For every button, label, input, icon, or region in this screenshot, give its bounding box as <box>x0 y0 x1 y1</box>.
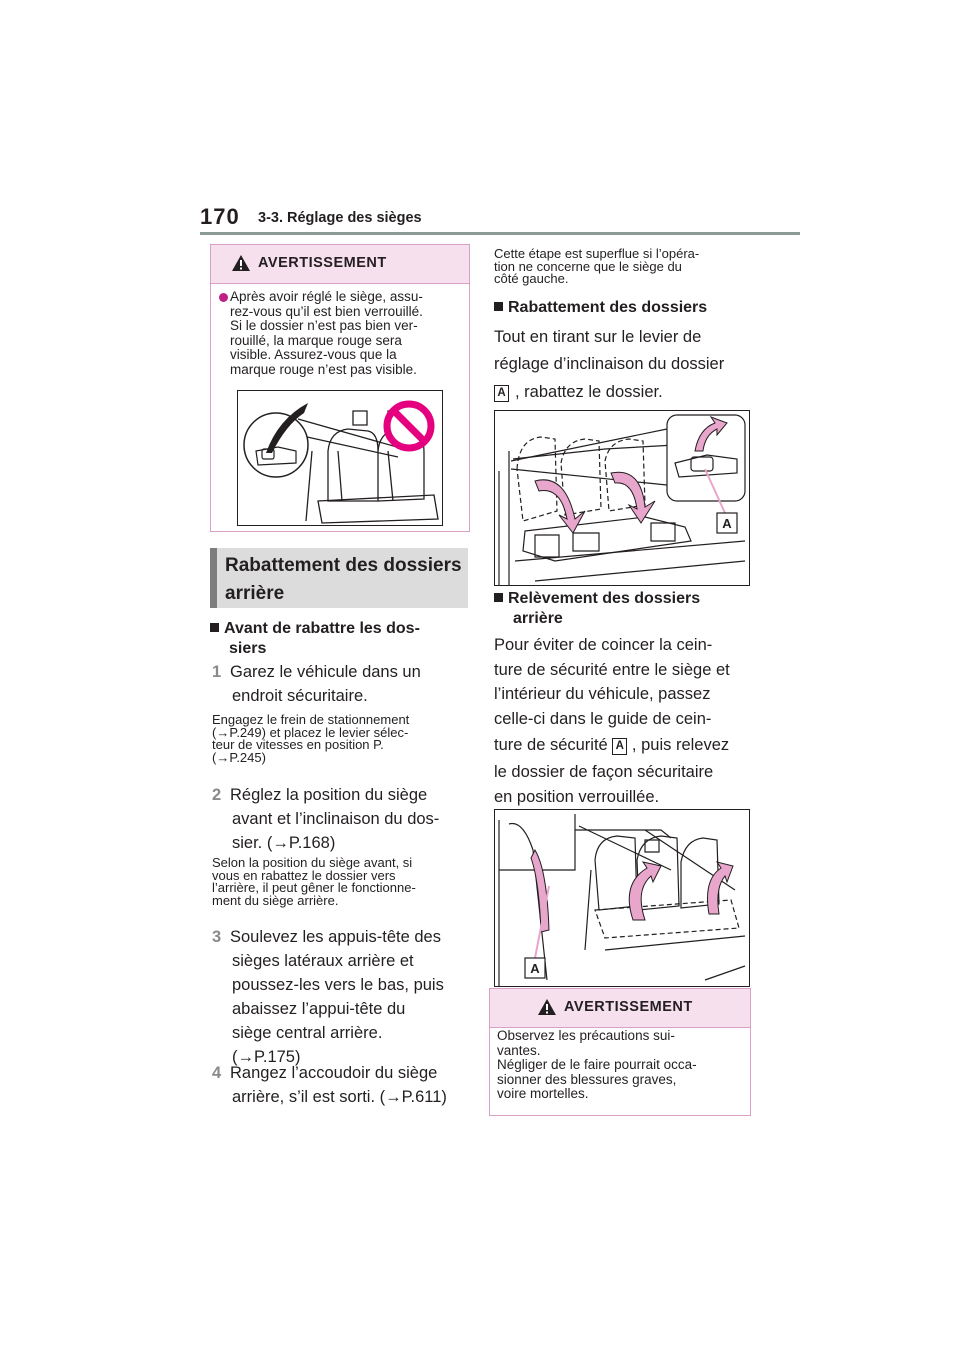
note-line: (→P.249) et placez le levier sélec- <box>212 724 409 740</box>
section-heading-line: Rabattement des dossiers <box>225 555 462 576</box>
raise-instructions <box>494 633 756 809</box>
step-line: endroit sécuritaire. <box>232 687 368 705</box>
section-heading <box>210 548 468 608</box>
warning-line: vantes. <box>497 1042 541 1058</box>
note-line: teur de vitesses en position P. <box>212 737 384 752</box>
step-line: Garez le véhicule dans un <box>230 663 421 681</box>
step-line: Rangez l’accoudoir du siège <box>230 1064 438 1082</box>
note-2 <box>212 857 474 907</box>
subheading-text: Rabattement des dossiers <box>508 299 708 316</box>
step-line: poussez-les vers le bas, puis <box>232 976 444 994</box>
note-line: Selon la position du siège avant, si <box>212 855 413 870</box>
warning-text <box>219 290 467 377</box>
warning-line: voire mortelles. <box>497 1086 589 1101</box>
body-line: , rabattez le dossier. <box>515 383 663 401</box>
body-line: le dossier de façon sécuritaire <box>494 763 714 781</box>
body-line: Tout en tirant sur le levier de <box>494 328 702 346</box>
warning-line: Si le dossier n’est pas bien ver- <box>230 318 418 333</box>
body-line: l’intérieur du véhicule, passez <box>494 685 711 703</box>
warning-line: marque rouge n’est pas visible. <box>230 361 417 377</box>
label-a-box: A <box>612 738 627 755</box>
warning-line: rouillé, la marque rouge sera <box>230 332 402 348</box>
square-bullet-icon <box>210 623 219 632</box>
note-line: (→P.245) <box>212 749 266 765</box>
warning-text <box>497 1029 747 1102</box>
body-line: Pour éviter de coincer la cein- <box>494 636 713 654</box>
warning-box-top <box>210 244 470 532</box>
step-line: siège central arrière. <box>232 1024 383 1042</box>
step-line: avant et l’inclinaison du dos- <box>232 810 440 828</box>
subheading-line: siers <box>229 640 267 657</box>
warning-header <box>211 245 469 284</box>
note-top-right <box>494 248 756 286</box>
step-number: 3 <box>212 928 222 946</box>
subheading-folding <box>494 298 756 318</box>
warning-line: sionner des blessures graves, <box>497 1071 677 1087</box>
warning-triangle-icon <box>537 998 557 1016</box>
subheading-line: Relèvement des dossiers <box>508 590 701 607</box>
step-line: (→P.175) <box>232 1048 301 1066</box>
body-line: ture de sécurité <box>494 736 608 754</box>
label-a-box: A <box>494 385 509 402</box>
fold-instructions <box>494 324 756 406</box>
note-line: ment du siège arrière. <box>212 892 339 908</box>
step-3 <box>212 925 474 1069</box>
square-bullet-icon <box>494 593 503 602</box>
body-line: réglage d’inclinaison du dossier <box>494 355 725 373</box>
step-number: 4 <box>212 1064 222 1082</box>
note-line: l’arrière, il peut gêner le fonctionne- <box>212 880 416 895</box>
warning-title: AVERTISSEMENT <box>258 255 387 271</box>
bullet-icon <box>219 293 228 302</box>
step-line: Soulevez les appuis-tête des <box>230 928 441 946</box>
step-line: Réglez la position du siège <box>230 786 428 804</box>
section-heading-line: arrière <box>225 583 285 604</box>
warning-title: AVERTISSEMENT <box>564 999 693 1015</box>
step-line: sièges latéraux arrière et <box>232 952 414 970</box>
warning-header <box>490 989 750 1028</box>
note-line: Cette étape est superflue si l’opéra- <box>494 246 700 261</box>
body-line: ture de sécurité entre le siège et <box>494 660 730 679</box>
note-line: vous en rabattez le dossier vers <box>212 867 396 883</box>
seat-lock-illustration <box>237 390 443 526</box>
callout-a-label: A <box>722 516 732 531</box>
subheading-line: Avant de rabattre les dos- <box>224 620 420 637</box>
subheading-line: arrière <box>513 610 563 627</box>
step-line: sier. (→P.168) <box>232 834 336 852</box>
body-line: celle-ci dans le guide de cein- <box>494 709 712 728</box>
warning-line: rez-vous qu’il est bien verrouillé. <box>230 303 423 319</box>
folding-seatback-illustration <box>494 410 750 586</box>
step-line: abaissez l’appui-tête du <box>232 1000 406 1018</box>
warning-triangle-icon <box>231 254 251 272</box>
note-line: Engagez le frein de stationnement <box>212 712 410 727</box>
warning-line: Négliger de le faire pourrait occa- <box>497 1057 697 1072</box>
subheading-raising <box>494 589 756 629</box>
step-2 <box>212 783 474 855</box>
subheading-before-folding <box>210 619 470 659</box>
note-line: côté gauche. <box>494 271 569 286</box>
callout-a-label: A <box>530 961 540 976</box>
header-rule <box>200 232 800 235</box>
note-line: tion ne concerne que le siège du <box>494 258 682 274</box>
step-4 <box>212 1061 474 1109</box>
square-bullet-icon <box>494 302 503 311</box>
body-line: , puis relevez <box>631 736 730 754</box>
step-number: 1 <box>212 663 222 681</box>
step-number: 2 <box>212 786 222 804</box>
raising-seatback-illustration <box>494 809 750 987</box>
warning-line: Observez les précautions sui- <box>497 1028 675 1043</box>
page-number: 170 <box>200 204 240 229</box>
step-1 <box>212 660 474 708</box>
warning-box-bottom <box>489 988 751 1116</box>
warning-line: Après avoir réglé le siège, assu- <box>230 289 423 304</box>
warning-line: visible. Assurez-vous que la <box>230 347 397 362</box>
note-1 <box>212 714 474 764</box>
section-title: 3-3. Réglage des sièges <box>258 210 422 226</box>
step-line: arrière, s’il est sorti. (→P.611) <box>232 1088 447 1106</box>
body-line: en position verrouillée. <box>494 787 660 806</box>
